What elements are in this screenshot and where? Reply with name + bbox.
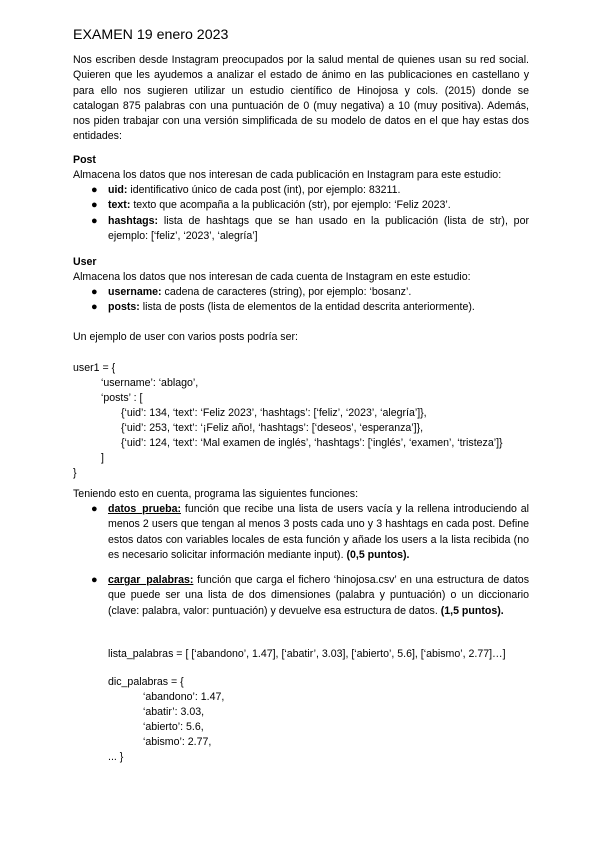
field-name: posts:: [108, 301, 140, 314]
field-name: uid:: [108, 184, 128, 196]
dict-line: ‘abismo’: 2.77,: [143, 736, 212, 748]
list-item: [91, 214, 529, 245]
code-line: {‘uid’: 134, ‘text’: ‘Feliz 2023’, ‘hashtags’: [‘feliz’, ‘2023’, ‘alegría’]},: [121, 407, 427, 419]
list-item: [91, 300, 529, 315]
lista-example: lista_palabras = [ [‘abandono’, 1.47], [‘abatir’, 3.03], [‘abierto’, 5.6], [‘abismo’, 2.77]…]: [108, 648, 506, 660]
field-text: cadena de caracteres (string), por ejemplo: ‘bosanz’.: [164, 286, 412, 298]
function-name: cargar_palabras:: [108, 574, 194, 586]
code-line: ‘posts’ : [: [101, 392, 143, 404]
field-text: identificativo único de cada post (int), por ejemplo: 83211.: [130, 184, 401, 196]
list-item: [91, 573, 529, 619]
function-points: (0,5 puntos).: [346, 548, 410, 561]
field-name: username:: [108, 286, 162, 298]
list-item: [91, 198, 529, 213]
code-line: }: [73, 467, 77, 479]
bullet-icon: ●: [91, 574, 98, 586]
user-fields-list: [91, 285, 529, 316]
functions-list: [91, 502, 529, 563]
function-name: datos_prueba:: [108, 503, 181, 515]
code-line: ‘username’: ‘ablago’,: [101, 377, 199, 389]
bullet-icon: ●: [91, 184, 98, 196]
functions-list-2: [91, 573, 529, 619]
field-name: hashtags:: [108, 214, 159, 227]
list-item: [91, 183, 529, 198]
post-heading: Post: [73, 154, 96, 166]
user-heading: User: [73, 256, 97, 268]
bullet-icon: ●: [91, 503, 98, 515]
function-text: función que carga el fichero ‘hinojosa.csv’ en una estructura de datos que puede ser una lista de dos dimensiones (palabra y puntuación) o un diccionario (clave: palabra, valor: puntuación) y devuelve esa estructura de datos.: [108, 574, 529, 617]
list-item: [91, 502, 529, 563]
bullet-icon: ●: [91, 199, 98, 212]
dict-line: ‘abatir’: 3.03,: [143, 706, 205, 718]
post-fields-list: [91, 183, 529, 244]
post-description: Almacena los datos que nos interesan de cada publicación en Instagram para este estudio:: [73, 169, 502, 181]
intro-paragraph: Nos escriben desde Instagram preocupados por la salud mental de quienes usan su red social. Quieren que les ayudemos a analizar el estado de ánimo en las publicaciones en castellano y para ello nos sugieren utilizar un estudio científico de Hinojosa y cols. (2015) donde se catalogan 875 palabras con una puntuación de 0 (muy negativa) a 10 (muy positiva). Además, nos piden trabajar con una versión simplificada de su modelo de datos en el que hay estas dos entidades:: [73, 54, 529, 143]
function-points: (1,5 puntos).: [440, 604, 504, 617]
exam-title: EXAMEN 19 enero 2023: [73, 27, 229, 43]
field-name: text:: [108, 199, 131, 212]
functions-intro: Teniendo esto en cuenta, programa las siguientes funciones:: [73, 488, 359, 500]
example-intro: Un ejemplo de user con varios posts podría ser:: [73, 331, 298, 343]
code-line: {‘uid’: 124, ‘text’: ‘Mal examen de inglés’, ‘hashtags’: [‘inglés’, ‘examen’, ‘tristeza’]}: [121, 437, 503, 449]
dict-line: ... }: [108, 751, 124, 763]
code-line: user1 = {: [73, 362, 116, 374]
list-item: [91, 285, 529, 300]
code-line: ]: [101, 452, 104, 464]
code-line: {‘uid’: 253, ‘text’: ‘¡Feliz año!, ‘hashtags’: [‘deseos’, ‘esperanza’]},: [121, 422, 424, 434]
bullet-icon: ●: [91, 286, 98, 298]
dict-line: dic_palabras = {: [108, 676, 184, 688]
field-text: lista de posts (lista de elementos de la entidad descrita anteriormente).: [142, 301, 475, 314]
bullet-icon: ●: [91, 214, 98, 227]
function-text: función que recibe una lista de users vacía y la rellena introduciendo al menos 2 users que tengan al menos 3 posts cada uno y 3 hashtags en cada post. Define estos datos con variables locales de esta función y añade los users a la lista recibida (no es necesario solicitar información mediante input).: [108, 503, 529, 561]
dict-line: ‘abandono’: 1.47,: [143, 691, 225, 703]
field-text: lista de hashtags que se han usado en la publicación (lista de str), por ejemplo: [‘feliz’, ‘2023’, ‘alegría’]: [108, 214, 529, 242]
user-description: Almacena los datos que nos interesan de cada cuenta de Instagram en este estudio:: [73, 271, 471, 283]
field-text: texto que acompaña a la publicación (str), por ejemplo: ‘Feliz 2023’.: [133, 199, 451, 212]
bullet-icon: ●: [91, 301, 98, 314]
dict-line: ‘abierto’: 5.6,: [143, 721, 204, 733]
